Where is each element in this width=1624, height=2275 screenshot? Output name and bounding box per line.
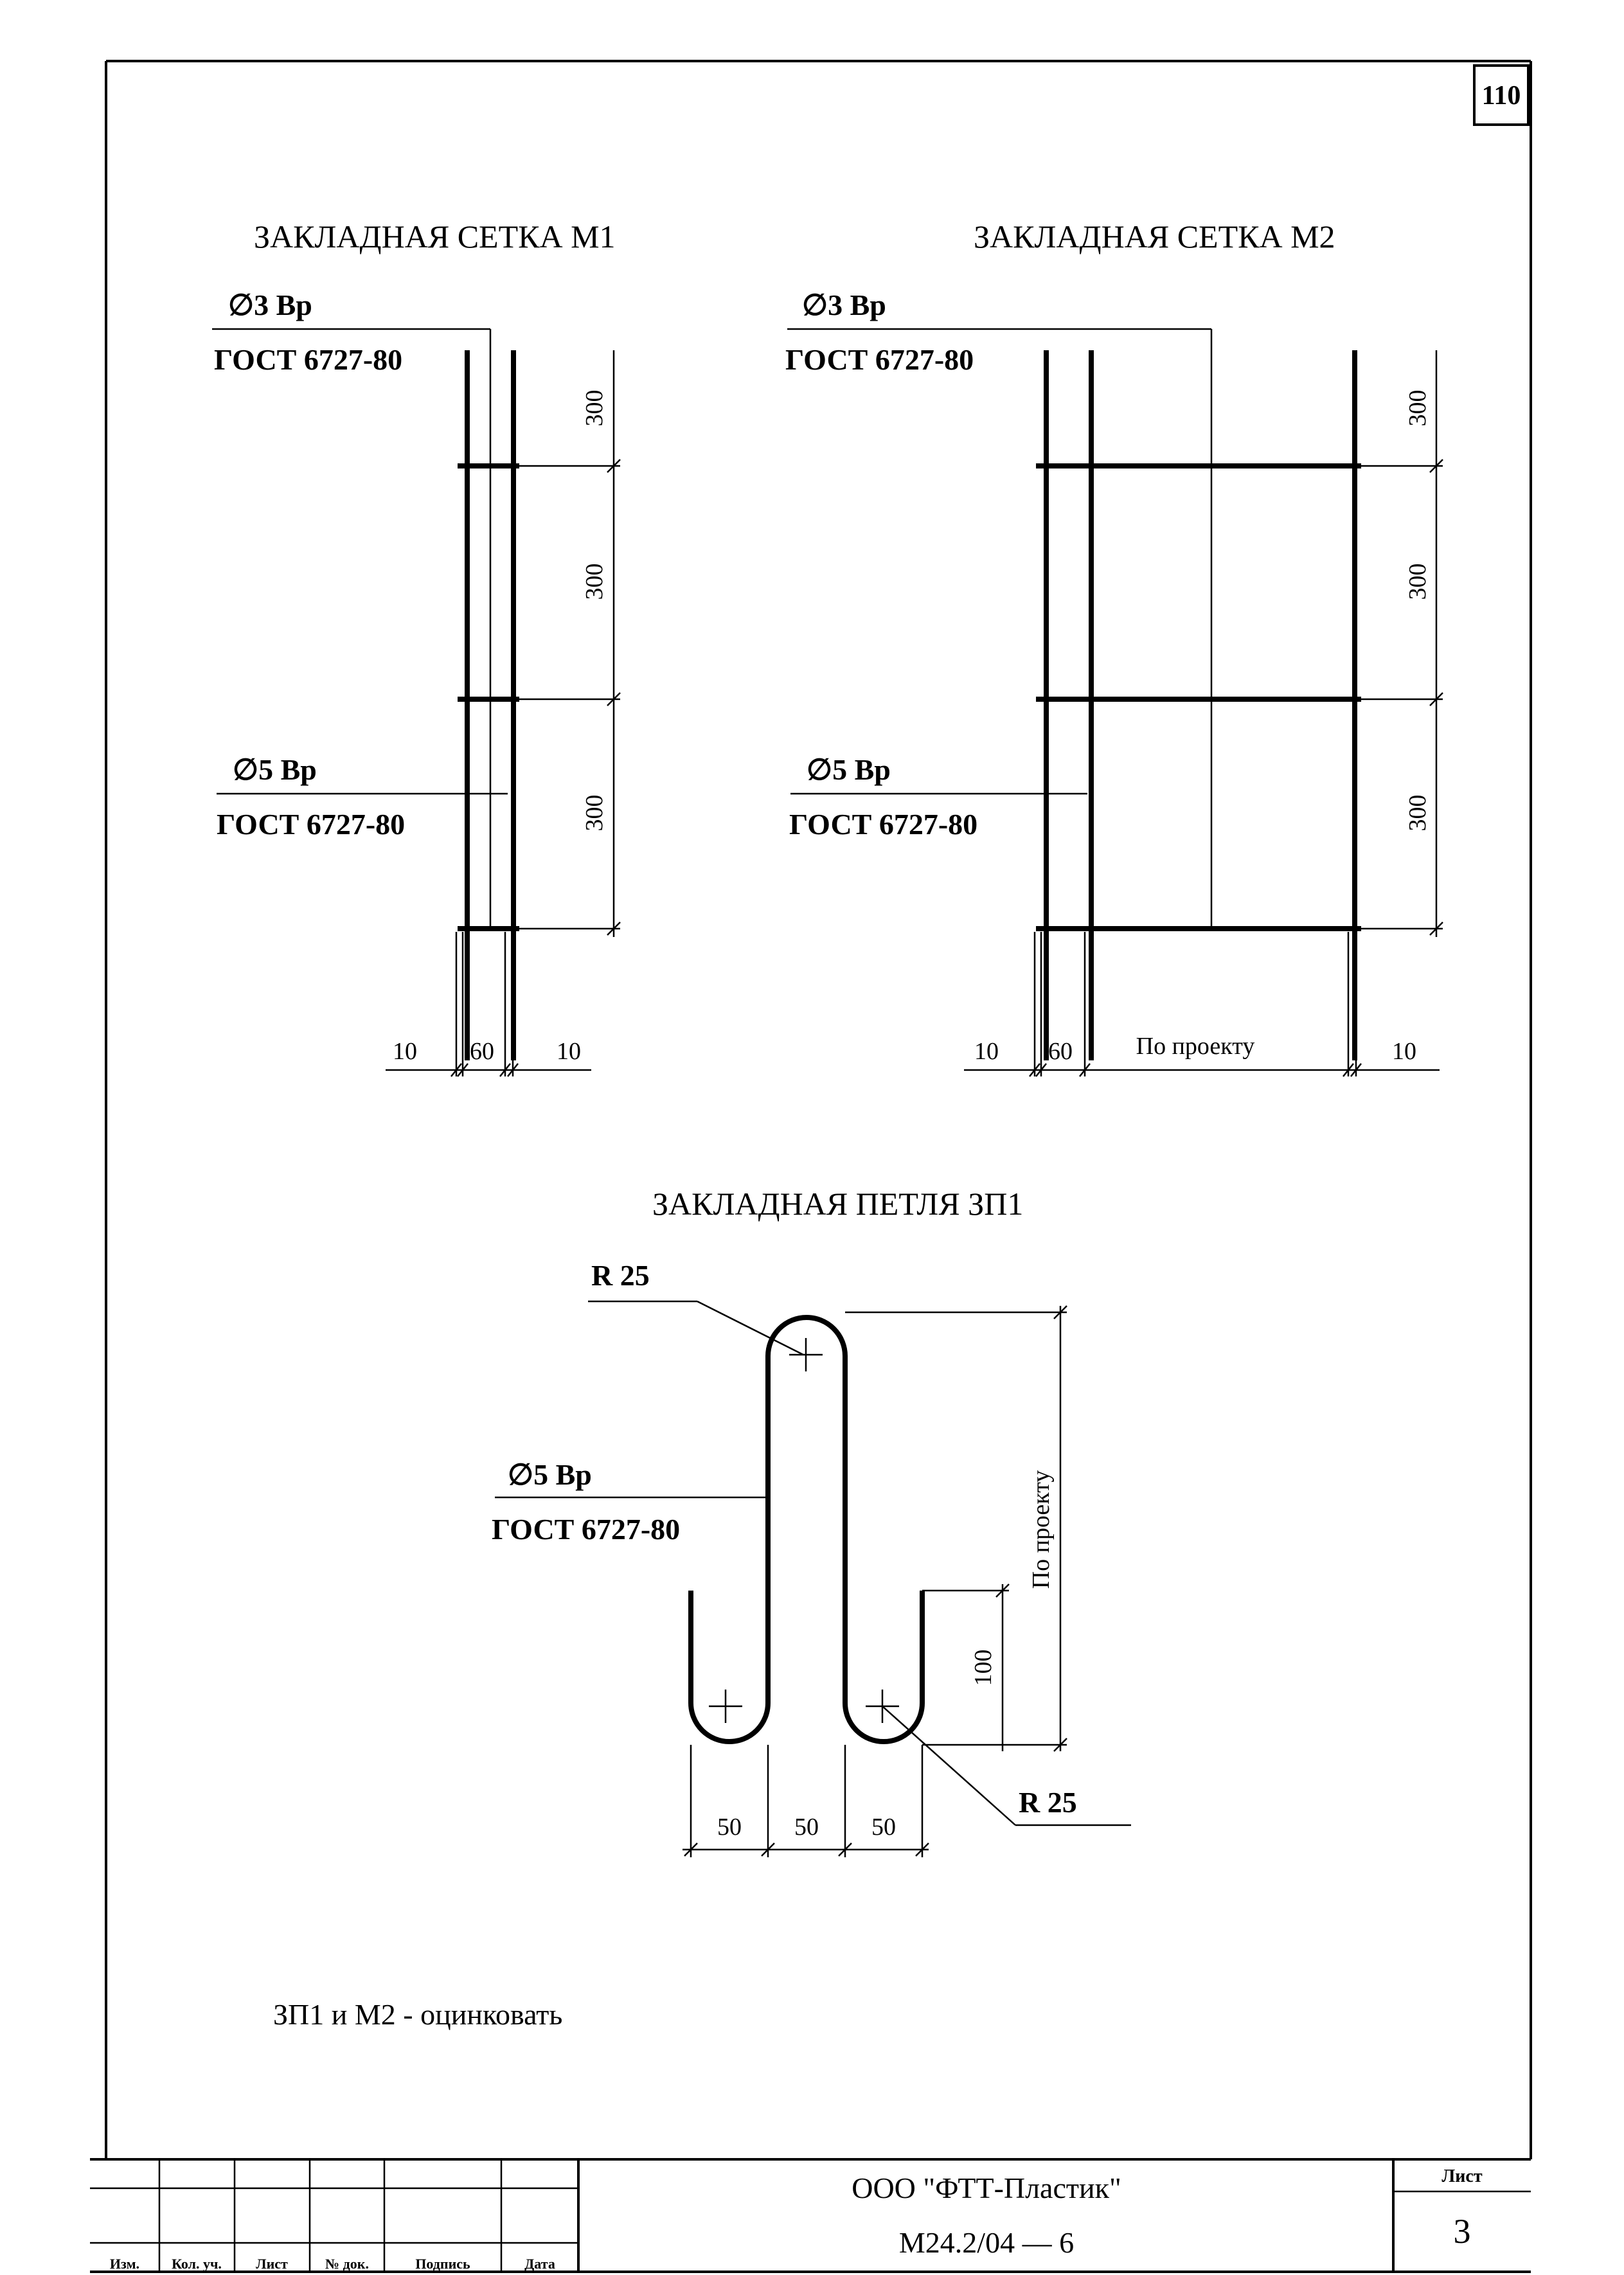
mesh-m2-dim-v3: 300 [1404, 794, 1431, 832]
loop-zp1-wire: ∅5 Вр [508, 1458, 592, 1491]
tb-organization: ООО "ФТТ-Пластик" [852, 2172, 1121, 2204]
mesh-m1-dim-h1: 10 [393, 1038, 417, 1065]
mesh-m1-wire-top: ∅3 Вр [228, 289, 312, 321]
tb-col-doc-number: № док. [325, 2256, 369, 2272]
tb-col-change: Изм. [109, 2256, 140, 2272]
tb-sheet-number: 3 [1453, 2212, 1471, 2251]
mesh-m1 [212, 219, 620, 1076]
loop-zp1-standard: ГОСТ 6727-80 [492, 1513, 681, 1546]
mesh-m1-dim-v1: 300 [581, 389, 608, 427]
mesh-m2-dim-h2: 60 [1048, 1038, 1073, 1065]
loop-zp1-radius-bottom: R 25 [1019, 1786, 1077, 1819]
mesh-m1-dim-v3: 300 [581, 794, 608, 832]
mesh-m1-wire-bottom: ∅5 Вр [233, 753, 317, 786]
tb-col-sheet: Лист [256, 2256, 288, 2272]
loop-zp1-dim-h1: 50 [717, 1814, 742, 1841]
mesh-m1-dim-v2: 300 [581, 563, 608, 600]
mesh-m2-wire-bottom: ∅5 Вр [807, 753, 891, 786]
mesh-m2-wire-top: ∅3 Вр [802, 289, 886, 321]
tb-document-code: М24.2/04 — 6 [898, 2226, 1075, 2259]
title-block [90, 2159, 1531, 2272]
loop-zp1-dim-h2: 50 [794, 1814, 819, 1841]
mesh-m2-standard-top: ГОСТ 6727-80 [785, 343, 974, 376]
mesh-m1-dim-h3: 10 [557, 1038, 581, 1065]
tb-col-signature: Подпись [415, 2256, 470, 2272]
loop-zp1-title: ЗАКЛАДНАЯ ПЕТЛЯ ЗП1 [652, 1186, 1024, 1222]
mesh-m2-dim-h4: 10 [1392, 1038, 1416, 1065]
mesh-m1-standard-top: ГОСТ 6727-80 [214, 343, 403, 376]
top-sheet-number-box [1474, 66, 1528, 125]
mesh-m2-dim-v2: 300 [1404, 563, 1431, 600]
mesh-m1-dim-h2: 60 [470, 1038, 494, 1065]
mesh-m2-title: ЗАКЛАДНАЯ СЕТКА М2 [974, 219, 1335, 254]
loop-zp1-radius-top: R 25 [591, 1259, 650, 1292]
loop-zp1 [492, 1186, 1131, 1857]
tb-col-date: Дата [524, 2256, 555, 2272]
top-sheet-number: 110 [1481, 81, 1521, 111]
mesh-m2-dim-h3: По проекту [1136, 1033, 1255, 1060]
mesh-m2-dim-v1: 300 [1404, 389, 1431, 427]
mesh-m2-dim-h1: 10 [974, 1038, 999, 1065]
mesh-m1-title: ЗАКЛАДНАЯ СЕТКА М1 [254, 219, 616, 254]
loop-zp1-dim-height: По проекту [1028, 1470, 1055, 1589]
mesh-m2-standard-bottom: ГОСТ 6727-80 [789, 808, 978, 841]
mesh-m2 [785, 219, 1443, 1076]
tb-sheet-label: Лист [1441, 2166, 1483, 2186]
loop-zp1-dim-h3: 50 [871, 1814, 896, 1841]
mesh-m1-standard-bottom: ГОСТ 6727-80 [217, 808, 406, 841]
galvanize-note: ЗП1 и М2 - оцинковать [273, 1998, 563, 2031]
tb-col-count: Кол. уч. [172, 2256, 222, 2272]
loop-zp1-dim-leg: 100 [970, 1649, 997, 1686]
